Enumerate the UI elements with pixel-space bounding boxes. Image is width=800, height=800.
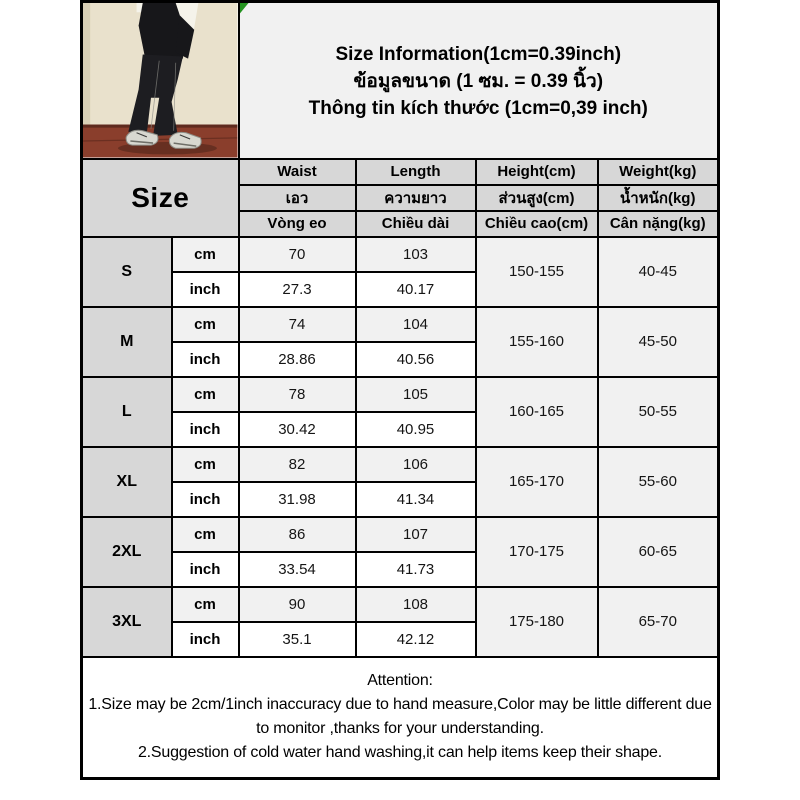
m-weight-range: 45-50	[598, 307, 719, 377]
col-header-waist-th: เอว	[239, 185, 356, 211]
2xl-length-inch: 41.73	[356, 552, 476, 587]
col-header-waist-en: Waist	[239, 159, 356, 185]
xl-height-range: 165-170	[476, 447, 598, 517]
2xl-weight-range: 60-65	[598, 517, 719, 587]
3xl-weight-range: 65-70	[598, 587, 719, 657]
col-header-length-vi: Chiều dài	[356, 211, 476, 237]
unit-cm-2xl: cm	[172, 517, 239, 552]
unit-inch-m: inch	[172, 342, 239, 377]
unit-cm-3xl: cm	[172, 587, 239, 622]
unit-inch-l: inch	[172, 412, 239, 447]
col-header-weight-vi: Cân nặng(kg)	[598, 211, 719, 237]
size-column-header: Size	[82, 159, 239, 237]
unit-inch-s: inch	[172, 272, 239, 307]
title-vietnamese: Thông tin kích thước (1cm=0,39 inch)	[308, 97, 648, 119]
col-header-length-th: ความยาว	[356, 185, 476, 211]
s-height-range: 150-155	[476, 237, 598, 307]
col-header-height-vi: Chiều cao(cm)	[476, 211, 598, 237]
product-photo-illustration	[83, 3, 238, 158]
col-header-length-en: Length	[356, 159, 476, 185]
notes-box	[82, 657, 719, 779]
unit-inch-3xl: inch	[172, 622, 239, 657]
unit-cm-m: cm	[172, 307, 239, 342]
notes-line-1: 1.Size may be 2cm/1inch inaccuracy due to hand measure,Color may be little different due to monitor ,thanks for your understanding.	[88, 696, 712, 738]
l-waist-inch: 30.42	[239, 412, 356, 447]
s-waist-inch: 27.3	[239, 272, 356, 307]
m-height-range: 155-160	[476, 307, 598, 377]
col-header-waist-vi: Vòng eo	[239, 211, 356, 237]
title-english: Size Information(1cm=0.39inch)	[335, 43, 622, 65]
3xl-waist-inch: 35.1	[239, 622, 356, 657]
xl-waist-cm: 82	[239, 447, 356, 482]
title-stack	[240, 39, 718, 122]
m-length-inch: 40.56	[356, 342, 476, 377]
2xl-waist-cm: 86	[239, 517, 356, 552]
col-header-height-th: ส่วนสูง(cm)	[476, 185, 598, 211]
col-header-weight-th: น้ำหนัก(kg)	[598, 185, 719, 211]
l-length-inch: 40.95	[356, 412, 476, 447]
col-header-weight-en: Weight(kg)	[598, 159, 719, 185]
size-label-l: L	[82, 377, 172, 447]
unit-inch-2xl: inch	[172, 552, 239, 587]
title-panel	[239, 2, 719, 159]
3xl-height-range: 175-180	[476, 587, 598, 657]
xl-waist-inch: 31.98	[239, 482, 356, 517]
l-length-cm: 105	[356, 377, 476, 412]
l-weight-range: 50-55	[598, 377, 719, 447]
xl-length-inch: 41.34	[356, 482, 476, 517]
m-waist-inch: 28.86	[239, 342, 356, 377]
s-weight-range: 40-45	[598, 237, 719, 307]
2xl-waist-inch: 33.54	[239, 552, 356, 587]
3xl-length-inch: 42.12	[356, 622, 476, 657]
size-label-m: M	[82, 307, 172, 377]
3xl-waist-cm: 90	[239, 587, 356, 622]
size-label-2xl: 2XL	[82, 517, 172, 587]
m-waist-cm: 74	[239, 307, 356, 342]
xl-weight-range: 55-60	[598, 447, 719, 517]
m-length-cm: 104	[356, 307, 476, 342]
title-thai: ข้อมูลขนาด (1 ซม. = 0.39 นิ้ว)	[353, 70, 604, 92]
size-table	[80, 0, 720, 780]
s-length-inch: 40.17	[356, 272, 476, 307]
product-photo-cell	[82, 2, 239, 159]
product-photo	[83, 3, 238, 158]
unit-cm-l: cm	[172, 377, 239, 412]
2xl-length-cm: 107	[356, 517, 476, 552]
col-header-height-en: Height(cm)	[476, 159, 598, 185]
3xl-length-cm: 108	[356, 587, 476, 622]
l-height-range: 160-165	[476, 377, 598, 447]
s-waist-cm: 70	[239, 237, 356, 272]
size-label-3xl: 3XL	[82, 587, 172, 657]
l-waist-cm: 78	[239, 377, 356, 412]
unit-cm-s: cm	[172, 237, 239, 272]
2xl-height-range: 170-175	[476, 517, 598, 587]
xl-length-cm: 106	[356, 447, 476, 482]
notes-heading: Attention:	[367, 672, 433, 690]
notes-line-2: 2.Suggestion of cold water hand washing,it can help items keep their shape.	[137, 744, 662, 762]
unit-inch-xl: inch	[172, 482, 239, 517]
corner-accent-icon	[240, 3, 249, 14]
size-chart-sheet	[80, 0, 720, 780]
unit-cm-xl: cm	[172, 447, 239, 482]
s-length-cm: 103	[356, 237, 476, 272]
size-label-xl: XL	[82, 447, 172, 517]
size-label-s: S	[82, 237, 172, 307]
